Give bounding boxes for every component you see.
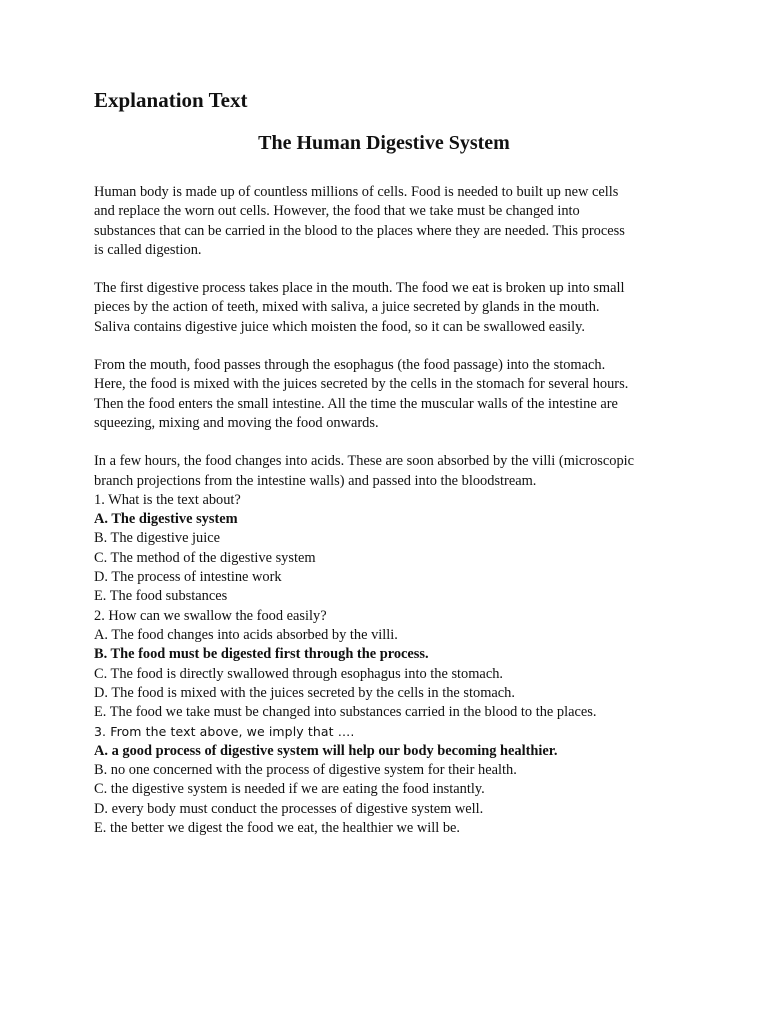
answer-option: C. The method of the digestive system xyxy=(94,549,316,566)
answer-option: D. every body must conduct the processes of digestive system well. xyxy=(94,800,484,817)
paragraph-line: Saliva contains digestive juice which moisten the food, so it can be swallowed easily. xyxy=(94,318,586,335)
answer-option: E. the better we digest the food we eat, the healthier we will be. xyxy=(94,819,461,836)
answer-option: A. The food changes into acids absorbed by the villi. xyxy=(94,626,398,643)
paragraph-line: Here, the food is mixed with the juices secreted by the cells in the stomach for several hours. xyxy=(94,376,629,393)
answer-option: B. The digestive juice xyxy=(94,530,221,547)
question-1 xyxy=(94,491,694,607)
document-heading: Explanation Text xyxy=(94,88,248,112)
paragraph-line: is called digestion. xyxy=(94,241,202,258)
question-stem: 2. How can we swallow the food easily? xyxy=(94,607,327,624)
answer-option: B. no one concerned with the process of digestive system for their health. xyxy=(94,762,517,779)
question-stem: 1. What is the text about? xyxy=(94,491,241,508)
paragraph-line: Then the food enters the small intestine. All the time the muscular walls of the intestine are xyxy=(94,395,618,412)
question-stem: 3. From the text above, we imply that …. xyxy=(94,724,355,740)
answer-option-correct: B. The food must be digested first through the process. xyxy=(94,646,429,663)
document-title: The Human Digestive System xyxy=(258,132,510,154)
document-page xyxy=(94,86,694,838)
paragraph-line: From the mouth, food passes through the esophagus (the food passage) into the stomach. xyxy=(94,357,606,374)
paragraph-line: substances that can be carried in the blood to the places where they are needed. This process xyxy=(94,222,625,239)
paragraph-4 xyxy=(94,452,694,491)
paragraph-line: squeezing, mixing and moving the food onwards. xyxy=(94,414,379,431)
answer-option: C. The food is directly swallowed through esophagus into the stomach. xyxy=(94,665,504,682)
paragraph-line: and replace the worn out cells. However, the food that we take must be changed into xyxy=(94,203,580,220)
paragraph-line: Human body is made up of countless millions of cells. Food is needed to built up new cells xyxy=(94,184,619,200)
answer-option-correct: A. a good process of digestive system will help our body becoming healthier. xyxy=(94,742,558,759)
paragraph-3 xyxy=(94,356,694,433)
answer-option: E. The food substances xyxy=(94,588,228,605)
paragraph-line: branch projections from the intestine walls) and passed into the bloodstream. xyxy=(94,472,537,489)
answer-option-correct: A. The digestive system xyxy=(94,511,238,528)
paragraph-line: pieces by the action of teeth, mixed with saliva, a juice secreted by glands in the mouth. xyxy=(94,299,600,316)
paragraph-line: The first digestive process takes place in the mouth. The food we eat is broken up into small xyxy=(94,280,625,297)
answer-option: C. the digestive system is needed if we are eating the food instantly. xyxy=(94,781,485,798)
paragraph-line: In a few hours, the food changes into acids. These are soon absorbed by the villi (microscopic xyxy=(94,453,635,470)
answer-option: D. The process of intestine work xyxy=(94,569,282,586)
paragraph-1 xyxy=(94,183,694,260)
question-3 xyxy=(94,722,694,838)
answer-option: D. The food is mixed with the juices secreted by the cells in the stomach. xyxy=(94,684,515,701)
question-2 xyxy=(94,607,694,723)
paragraph-2 xyxy=(94,279,694,337)
answer-option: E. The food we take must be changed into substances carried in the blood to the places. xyxy=(94,704,597,721)
